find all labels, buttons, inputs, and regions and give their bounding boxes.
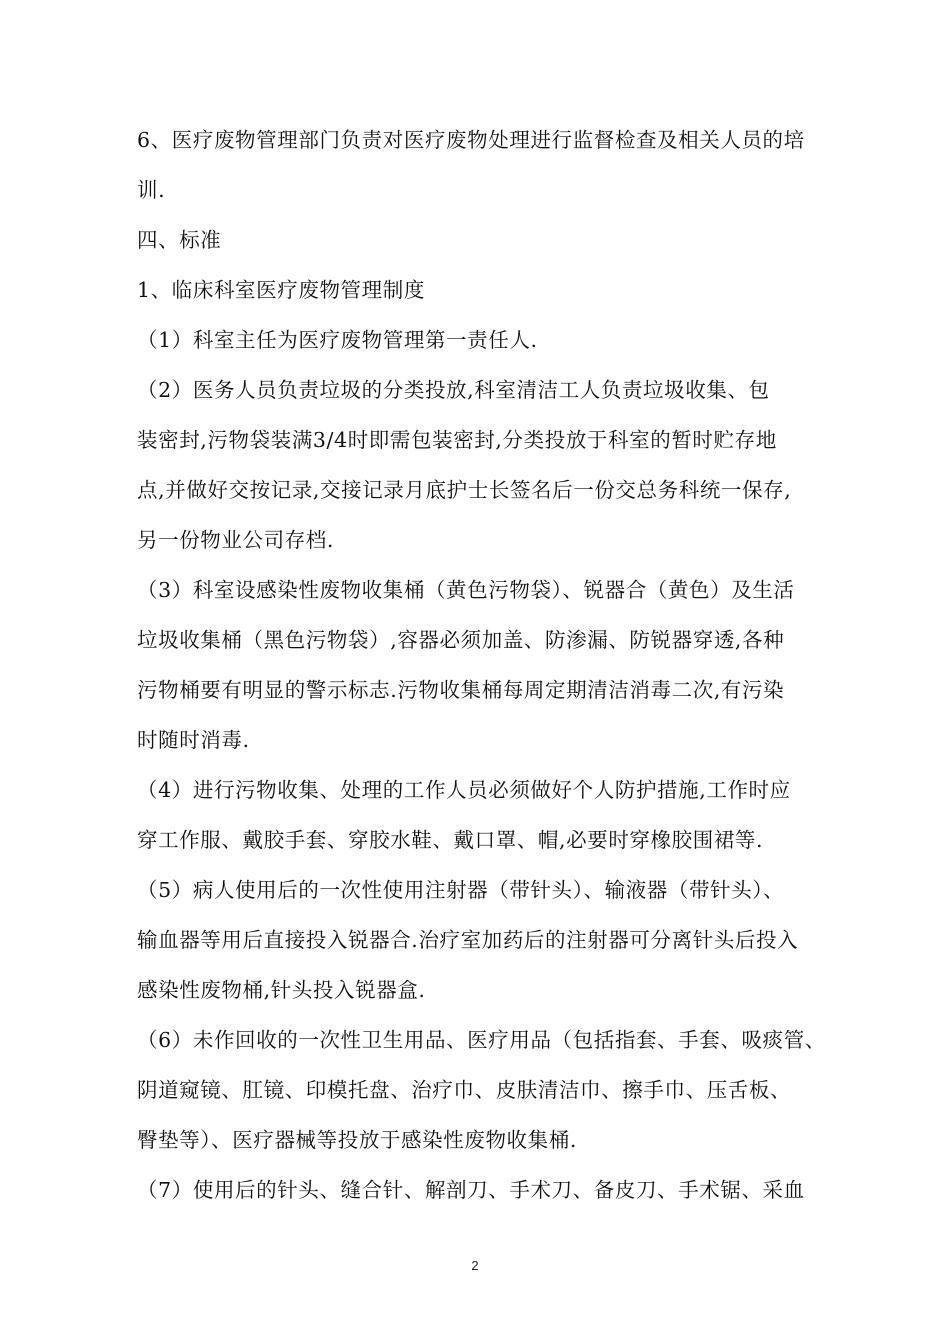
subsection-heading: 1、临床科室医疗废物管理制度 xyxy=(137,278,425,302)
text-line-20: 阴道窥镜、肛镜、印模托盘、治疗巾、皮肤清洁巾、擦手巾、压舌板、 xyxy=(137,1078,792,1102)
text-line-7: 装密封,污物袋装满3/4时即需包装密封,分类投放于科室的暂时贮存地 xyxy=(137,428,777,452)
text-line-8: 点,并做好交按记录,交接记录月底护士长签名后一份交总务科统一保存, xyxy=(137,478,792,502)
text-line-19: （6）未作回收的一次性卫生用品、医疗用品（包括指套、手套、吸痰管、 xyxy=(137,1028,826,1052)
text-line-6: （2）医务人员负责垃圾的分类投放,科室清洁工人负责垃圾收集、包 xyxy=(137,378,770,402)
text-line-16: （5）病人使用后的一次性使用注射器（带针头）、输液器（带针头）、 xyxy=(137,878,785,902)
text-line-2: 训. xyxy=(137,178,166,202)
text-line-18: 感染性废物桶,针头投入锐器盒. xyxy=(137,978,426,1002)
page-number: 2 xyxy=(471,1258,479,1273)
text-line-10: （3）科室设感染性废物收集桶（黄色污物袋）、锐器合（黄色）及生活 xyxy=(137,578,795,602)
text-line-5: （1）科室主任为医疗废物管理第一责任人. xyxy=(137,328,538,352)
text-line-21: 臀垫等）、医疗器械等投放于感染性废物收集桶. xyxy=(137,1128,577,1152)
text-line-12: 污物桶要有明显的警示标志.污物收集桶每周定期清洁消毒二次,有污染 xyxy=(137,678,785,702)
text-line-9: 另一份物业公司存档. xyxy=(137,528,335,552)
text-line-11: 垃圾收集桶（黑色污物袋）,容器必须加盖、防渗漏、防锐器穿透,各种 xyxy=(137,628,785,652)
text-line-1: 6、医疗废物管理部门负责对医疗废物处理进行监督检查及相关人员的培 xyxy=(137,128,805,152)
text-line-13: 时随时消毒. xyxy=(137,728,250,752)
text-line-15: 穿工作服、戴胶手套、穿胶水鞋、戴口罩、帽,必要时穿橡胶围裙等. xyxy=(137,828,764,852)
text-line-22: （7）使用后的针头、缝合针、解剖刀、手术刀、备皮刀、手术锯、采血 xyxy=(137,1178,805,1202)
section-heading: 四、标准 xyxy=(137,228,222,252)
text-line-17: 输血器等用后直接投入锐器合.治疗室加药后的注射器可分离针头后投入 xyxy=(137,928,799,952)
text-line-14: （4）进行污物收集、处理的工作人员必须做好个人防护措施,工作时应 xyxy=(137,778,791,802)
